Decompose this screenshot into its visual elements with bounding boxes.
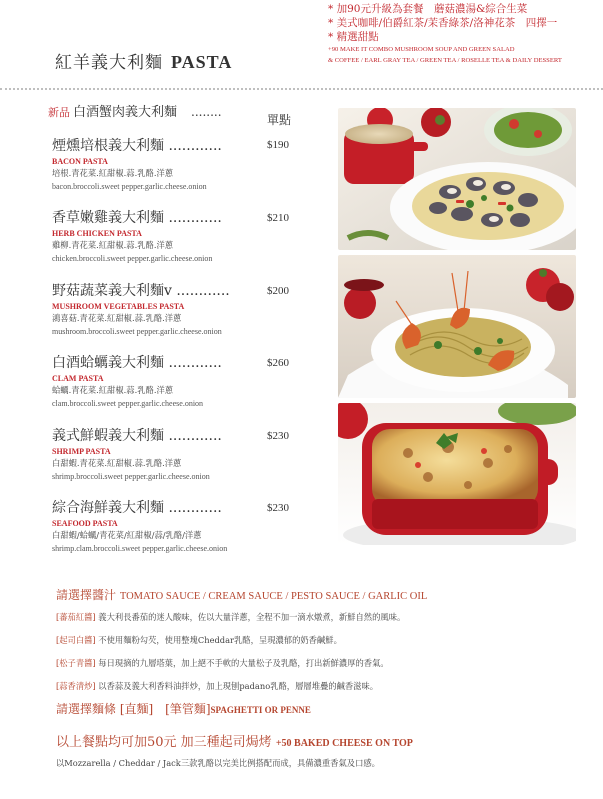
menu-item-clam [52,352,352,408]
menu-item-bacon [52,135,352,191]
baked-cheese-addon [56,731,413,750]
combo-english-line-1: +90 MAKE IT COMBO MUSHROOM SOUP AND GREEN SALAD [328,46,515,53]
sauce-section-title [56,586,427,603]
item-ingredients-english: mushroom.broccoli.sweet pepper.garlic.cheese.onion [52,327,222,336]
item-ingredients-english: bacon.broccoli.sweet pepper.garlic.cheese.onion [52,182,207,191]
sauce-option-label: [松子青醬] [56,658,96,668]
item-english-name: MUSHROOM VEGETABLES PASTA [52,302,185,311]
item-ingredients: 鴻喜菇.青花菜.紅甜椒.蒜.乳酪.洋蔥 [52,313,182,323]
page-title [55,48,232,73]
menu-item-shrimp [52,425,352,481]
item-english-name: SHRIMP PASTA [52,447,111,456]
item-price-bacon: $190 [267,139,289,151]
sauce-option-garlic [56,680,378,692]
item-english-name: BACON PASTA [52,157,108,166]
new-item-name: 白酒蟹肉義大利麵 [73,105,178,120]
item-name: 綜合海鮮義大利麵 ............ [52,500,222,516]
item-price-seafood: $230 [267,502,289,514]
noodle-choice-chinese: 請選擇麵條 [直麵] [筆管麵] [56,702,211,716]
item-english-name: HERB CHICKEN PASTA [52,229,142,238]
page-title-english: PASTA [171,52,233,72]
noodle-choice [56,700,311,717]
page-title-chinese: 紅羊義大利麵 [55,53,163,73]
price-column-header: 單點 [267,113,292,127]
item-english-name: CLAM PASTA [52,374,104,383]
sauce-option-label: [蒜香清炒] [56,681,96,691]
menu-item-seafood [52,497,352,553]
baked-cheese-chinese: 以上餐點均可加50元 加三種起司焗烤 [56,735,272,750]
sauce-option-tomato [56,611,405,623]
item-english-name: SEAFOOD PASTA [52,519,118,528]
item-ingredients-english: clam.broccoli.sweet pepper.garlic.cheese.onion [52,399,204,408]
sauce-title-chinese: 請選擇醬汁 [56,588,117,602]
sauce-option-label: [起司白醬] [56,635,96,645]
item-name: 香草嫩雞義大利麵 ............ [52,210,222,226]
item-name: 煙燻培根義大利麵 ............ [52,138,222,154]
combo-upgrade-info [328,2,600,66]
item-price-shrimp: $230 [267,430,289,442]
item-ingredients: 雞柳.青花菜.紅甜椒.蒜.乳酪.洋蔥 [52,240,174,250]
sauce-option-cream [56,634,342,646]
baked-cheese-pasta-photo [338,403,576,545]
item-price-mushroom: $200 [267,285,289,297]
sauce-option-description: 以香蒜及義大利香料油拌炒，加上現刨padano乳酪，層層堆疊的鹹香滋味。 [95,681,379,691]
item-price-clam: $260 [267,357,289,369]
combo-line-2: * 美式咖啡/伯爵紅茶/茉香綠茶/洛神花茶 四擇一 [328,17,558,29]
dotted-divider [0,88,603,90]
item-ingredients: 培根.青花菜.紅甜椒.蒜.乳酪.洋蔥 [52,168,174,178]
sauce-option-label: [蕃茄紅醬] [56,612,96,622]
combo-line-1: * 加90元升級為套餐 蘑菇濃湯&綜合生菜 [328,3,528,15]
baked-cheese-english: +50 BAKED CHEESE ON TOP [275,738,413,749]
item-name: 野菇蔬菜義大利麵v ............ [52,283,230,299]
sauce-option-description: 每日現摘的九層塔葉，加上絕不手軟的大量松子及乳酪，打出新鮮濃厚的香氣。 [95,658,389,668]
new-item-tag: 新品 [48,106,70,119]
baked-cheese-note: 以Mozzarella / Cheddar / Jack三款乳酪以完美比例搭配而成，具備濃重香氣及口感。 [56,758,380,768]
item-price-herb-chicken: $210 [267,212,289,224]
sauce-option-pesto [56,657,389,669]
combo-english-line-2: & COFFEE / EARL GRAY TEA / GREEN TEA / ROSELLE TEA & DAILY DESSERT [328,57,562,64]
item-name: 義式鮮蝦義大利麵 ............ [52,428,222,444]
clam-pasta-photo [338,108,576,250]
item-name: 白酒蛤蠣義大利麵 ............ [52,355,222,371]
sauce-title-english: TOMATO SAUCE / CREAM SAUCE / PESTO SAUCE / GARLIC OIL [119,591,428,602]
item-ingredients: 白甜蝦.青花菜.紅甜椒.蒜.乳酪.洋蔥 [52,458,182,468]
item-ingredients: 白甜蝦/蛤蠣/青花菜/紅甜椒/蒜/乳酪/洋蔥 [52,530,202,540]
new-item-dots: ........ [191,105,222,119]
item-ingredients-english: shrimp.clam.broccoli.sweet pepper.garlic.cheese.onion [52,544,228,553]
noodle-choice-english: SPAGHETTI OR PENNE [210,705,311,715]
menu-item-herb-chicken [52,207,352,263]
menu-item-mushroom [52,280,352,336]
shrimp-pasta-photo [338,255,576,398]
item-ingredients: 蛤蠣.青花菜.紅甜椒.蒜.乳酪.洋蔥 [52,385,174,395]
sauce-option-description: 不使用麵粉勾芡，使用整塊Cheddar乳酪，呈現濃郁的奶香鹹鮮。 [95,635,342,645]
sauce-option-description: 義大利長番茄的迷人酸味，佐以大量洋蔥，全程不加一滴水燉煮，新鮮自然的風味。 [95,612,406,622]
item-ingredients-english: chicken.broccoli.sweet pepper.garlic.cheese.onion [52,254,213,263]
combo-line-3: * 精選甜點 [328,31,379,43]
item-ingredients-english: shrimp.broccoli.sweet pepper.garlic.cheese.onion [52,472,210,481]
new-item-row [48,101,222,120]
